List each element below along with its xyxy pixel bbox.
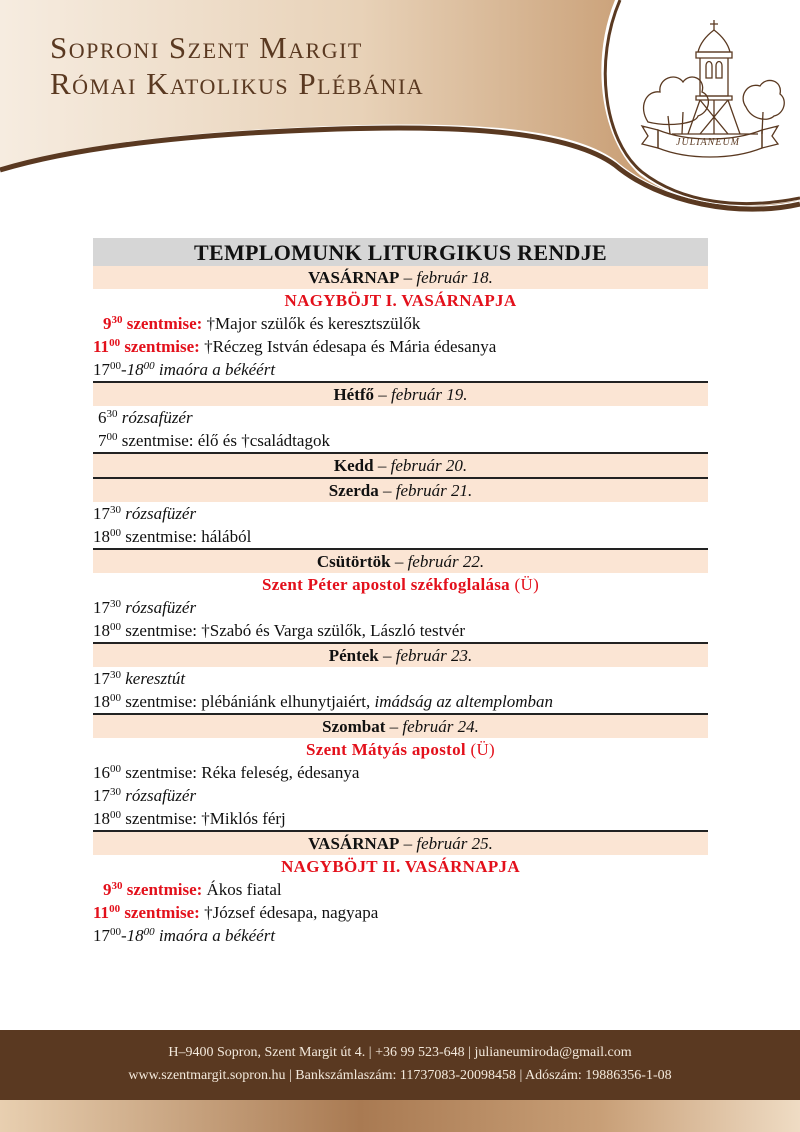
schedule-entry xyxy=(93,901,708,924)
entry-text: Ákos fiatal xyxy=(206,880,282,899)
entry-hour: 17 xyxy=(93,504,110,523)
entry-text: rózsafüzér xyxy=(125,786,197,805)
day-separator: – xyxy=(399,268,417,287)
entry-minute: 00 xyxy=(106,431,118,443)
entry-text: †Major szülők és keresztszülők xyxy=(206,314,421,333)
entry-label: szentmise: xyxy=(125,692,198,711)
schedule-entry xyxy=(93,619,708,642)
day-date: február 25. xyxy=(416,834,493,853)
feast-name xyxy=(93,289,708,312)
entry-minute: 00 xyxy=(109,903,121,915)
entry-time xyxy=(93,358,155,381)
entry-label: szentmise: xyxy=(125,809,198,828)
day-date: február 19. xyxy=(391,385,468,404)
entry-minute: 00 xyxy=(110,926,121,938)
day-separator: – xyxy=(385,717,403,736)
entry-label: szentmise: xyxy=(125,621,198,640)
day-name: Szombat xyxy=(322,717,386,736)
entry-label: szentmise: xyxy=(125,763,198,782)
feast-name xyxy=(93,573,708,596)
schedule-entry xyxy=(93,429,708,452)
entry-minute: 30 xyxy=(111,314,123,326)
entry-minute-end: 00 xyxy=(143,926,155,938)
entry-hour: 18 xyxy=(93,621,110,640)
entry-text: plébániánk elhunytjaiért, xyxy=(201,692,371,711)
day-separator: – xyxy=(390,552,408,571)
entry-minute: 00 xyxy=(110,809,121,821)
schedule-entry xyxy=(93,807,708,830)
parish-title-line1: Soproni Szent Margit xyxy=(50,30,363,65)
entry-text: †Szabó és Varga szülők, László testvér xyxy=(201,621,466,640)
feast-rank: (Ü) xyxy=(514,575,540,594)
entry-time xyxy=(93,667,121,690)
entry-minute: 00 xyxy=(110,360,121,372)
schedule-entry xyxy=(93,502,708,525)
entry-time xyxy=(93,901,120,924)
schedule-entry xyxy=(93,596,708,619)
day-name: Szerda xyxy=(328,481,379,500)
entry-minute: 00 xyxy=(110,621,121,633)
footer-contact xyxy=(0,1030,800,1100)
feast-title: NAGYBÖJT II. VASÁRNAPJA xyxy=(281,857,520,876)
entry-hour: 17 xyxy=(93,360,110,379)
schedule-title: TEMPLOMUNK LITURGIKUS RENDJE xyxy=(93,238,708,266)
entry-hour: 7 xyxy=(98,431,107,450)
entry-minute: 00 xyxy=(110,527,121,539)
entry-text: hálából xyxy=(201,527,252,546)
schedule-entry xyxy=(93,784,708,807)
schedule-entry xyxy=(93,406,708,429)
liturgical-schedule xyxy=(93,238,708,947)
day-separator: – xyxy=(374,385,392,404)
entry-minute: 30 xyxy=(110,669,121,681)
schedule-entry xyxy=(93,335,708,358)
day-separator: – xyxy=(373,456,391,475)
entry-hour: 11 xyxy=(93,337,110,356)
footer-address-line: H–9400 Sopron, Szent Margit út 4. | +36 99 523-648 | julianeumiroda@gmail.com xyxy=(168,1045,632,1060)
entry-label: szentmise: xyxy=(121,431,194,450)
schedule-entry xyxy=(93,761,708,784)
day-date: február 23. xyxy=(395,646,473,665)
day-name: Hétfő xyxy=(333,385,375,404)
entry-time xyxy=(93,525,121,548)
entry-hour: 16 xyxy=(93,763,110,782)
day-name: VASÁRNAP xyxy=(308,268,400,287)
entry-text: rózsafüzér xyxy=(121,408,193,427)
day-header xyxy=(93,477,708,502)
day-name: VASÁRNAP xyxy=(308,834,400,853)
entry-hour: 18 xyxy=(93,809,110,828)
schedule-entry xyxy=(93,525,708,548)
feast-name xyxy=(93,855,708,878)
day-header xyxy=(93,642,708,667)
entry-hour: 18 xyxy=(93,692,110,711)
entry-hour: 6 xyxy=(98,408,107,427)
entry-text: †József édesapa, nagyapa xyxy=(204,903,379,922)
day-name: Csütörtök xyxy=(316,552,391,571)
entry-minute: 00 xyxy=(110,692,121,704)
entry-time xyxy=(93,596,121,619)
day-header xyxy=(93,548,708,573)
footer-bank-line: www.szentmargit.sopron.hu | Bankszámlaszám: 11737083-20098458 | Adószám: 19886356-1-08 xyxy=(128,1068,672,1083)
parish-title xyxy=(50,30,424,102)
entry-time xyxy=(93,335,120,358)
feast-title: Szent Mátyás apostol xyxy=(305,740,466,759)
entry-text: élő és †családtagok xyxy=(197,431,330,450)
footer-band xyxy=(0,1100,800,1132)
day-date: február 18. xyxy=(416,268,493,287)
entry-hour: 17 xyxy=(93,669,110,688)
feast-title: Szent Péter apostol székfoglalása xyxy=(261,575,510,594)
entry-hour: 9 xyxy=(103,314,112,333)
entry-label: szentmise: xyxy=(124,903,200,922)
entry-text: keresztút xyxy=(125,669,186,688)
day-date: február 20. xyxy=(390,456,468,475)
entry-time xyxy=(93,807,121,830)
entry-text: rózsafüzér xyxy=(125,504,197,523)
day-date: február 21. xyxy=(395,481,473,500)
entry-time xyxy=(93,429,118,452)
entry-minute: 30 xyxy=(111,880,123,892)
entry-text: Réka feleség, édesanya xyxy=(201,763,360,782)
entry-time xyxy=(93,924,155,947)
schedule-entry xyxy=(93,690,708,713)
entry-time xyxy=(93,312,123,335)
feast-rank: (Ü) xyxy=(470,740,495,759)
entry-time xyxy=(93,502,121,525)
schedule-entry xyxy=(93,312,708,335)
day-name: Péntek xyxy=(328,646,379,665)
feast-name xyxy=(93,738,708,761)
day-separator: – xyxy=(378,481,396,500)
day-separator: – xyxy=(399,834,417,853)
entry-minute: 30 xyxy=(110,786,121,798)
day-name: Kedd xyxy=(333,456,374,475)
julianeum-logo xyxy=(628,12,793,172)
day-date: február 22. xyxy=(407,552,485,571)
entry-time xyxy=(93,619,121,642)
day-header xyxy=(93,381,708,406)
day-header xyxy=(93,266,708,289)
day-header xyxy=(93,452,708,477)
entry-time xyxy=(93,690,121,713)
entry-text: rózsafüzér xyxy=(125,598,197,617)
entry-minute: 00 xyxy=(109,337,121,349)
entry-hour-end: -18 xyxy=(121,360,144,379)
entry-label: szentmise: xyxy=(126,880,203,899)
entry-label: szentmise: xyxy=(124,337,200,356)
entry-text: imaóra a békéért xyxy=(158,926,276,945)
entry-minute: 30 xyxy=(110,504,121,516)
entry-hour: 9 xyxy=(103,880,112,899)
logo-label: JULIANEUM xyxy=(676,137,740,148)
entry-hour-end: -18 xyxy=(121,926,144,945)
day-date: február 24. xyxy=(402,717,479,736)
entry-text: imaóra a békéért xyxy=(158,360,276,379)
day-header xyxy=(93,713,708,738)
entry-text-italic: imádság az altemplomban xyxy=(374,692,554,711)
schedule-entry xyxy=(93,878,708,901)
schedule-entry xyxy=(93,924,708,947)
entry-hour: 17 xyxy=(93,786,110,805)
entry-time xyxy=(93,784,121,807)
feast-title: NAGYBÖJT I. VASÁRNAPJA xyxy=(284,291,517,310)
entry-hour: 11 xyxy=(93,903,110,922)
schedule-entry xyxy=(93,667,708,690)
schedule-entry xyxy=(93,358,708,381)
entry-minute: 30 xyxy=(106,408,118,420)
entry-hour: 18 xyxy=(93,527,110,546)
entry-time xyxy=(93,761,121,784)
entry-hour: 17 xyxy=(93,926,110,945)
day-header xyxy=(93,830,708,855)
entry-text: †Réczeg István édesapa és Mária édesanya xyxy=(204,337,497,356)
entry-minute: 30 xyxy=(110,598,121,610)
entry-text: †Miklós férj xyxy=(201,809,286,828)
day-separator: – xyxy=(378,646,396,665)
entry-hour: 17 xyxy=(93,598,110,617)
parish-title-line2: Római Katolikus Plébánia xyxy=(50,66,425,101)
entry-label: szentmise: xyxy=(125,527,198,546)
entry-minute-end: 00 xyxy=(143,360,155,372)
entry-label: szentmise: xyxy=(126,314,203,333)
entry-time xyxy=(93,406,118,429)
entry-minute: 00 xyxy=(110,763,121,775)
entry-time xyxy=(93,878,123,901)
